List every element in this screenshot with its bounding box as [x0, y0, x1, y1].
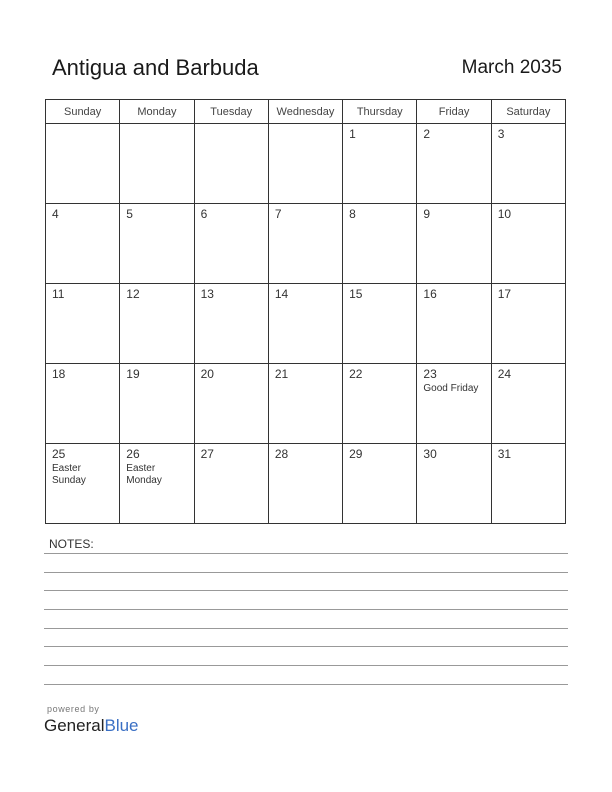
- day-number: 10: [497, 207, 512, 221]
- day-number: 8: [349, 207, 356, 221]
- day-cell: [343, 364, 417, 444]
- day-cell: [417, 284, 491, 364]
- day-number: 5: [126, 207, 133, 221]
- day-number: 14: [274, 287, 289, 301]
- day-cell: [343, 444, 417, 524]
- day-number: 20: [200, 367, 214, 381]
- notes-line: [44, 553, 568, 554]
- day-cell: [46, 204, 120, 284]
- logo-general: General: [44, 716, 105, 735]
- day-cell: [268, 364, 342, 444]
- notes-line: [44, 665, 568, 666]
- day-number: 2: [423, 127, 431, 141]
- day-cell: [491, 204, 565, 284]
- weekday-wednesday: Wednesday: [268, 100, 342, 124]
- weekday-monday: Monday: [120, 100, 194, 124]
- day-number: 17: [497, 287, 512, 301]
- notes-line: [44, 609, 568, 610]
- weekday-thursday: Thursday: [343, 100, 417, 124]
- day-cell: [194, 124, 268, 204]
- day-number: 30: [423, 447, 437, 461]
- weekday-header-row: [46, 100, 566, 124]
- logo-blue: Blue: [104, 716, 139, 735]
- notes-label: NOTES:: [49, 537, 94, 551]
- day-cell: [194, 204, 268, 284]
- day-cell: [120, 284, 194, 364]
- day-cell: [491, 124, 565, 204]
- week-row: [46, 444, 566, 524]
- day-cell: [46, 364, 120, 444]
- generalblue-logo: [44, 716, 139, 736]
- day-cell: [417, 364, 491, 444]
- notes-line: [44, 646, 568, 647]
- day-cell: [194, 284, 268, 364]
- day-number: 18: [52, 367, 66, 381]
- day-cell: [417, 124, 491, 204]
- day-number: 15: [349, 287, 363, 301]
- week-row: [46, 364, 566, 444]
- day-number: 23: [423, 367, 437, 381]
- day-cell: [46, 444, 120, 524]
- day-cell: [343, 124, 417, 204]
- day-number: 26: [126, 447, 140, 461]
- day-cell: [46, 124, 120, 204]
- day-number: 13: [200, 287, 214, 301]
- day-cell: [268, 444, 342, 524]
- day-cell: [194, 444, 268, 524]
- day-cell: [120, 444, 194, 524]
- day-number: 27: [200, 447, 214, 461]
- day-number: 29: [349, 447, 363, 461]
- month-title: March 2035: [461, 57, 562, 78]
- day-cell: [343, 284, 417, 364]
- day-cell: [120, 204, 194, 284]
- day-number: 12: [126, 287, 140, 301]
- notes-line: [44, 590, 568, 591]
- day-cell: [417, 444, 491, 524]
- day-number: 3: [497, 127, 505, 141]
- day-number: 28: [274, 447, 289, 461]
- country-title: Antigua and Barbuda: [52, 55, 259, 80]
- day-cell: [120, 124, 194, 204]
- day-cell: [46, 284, 120, 364]
- day-cell: [268, 124, 342, 204]
- weekday-tuesday: Tuesday: [194, 100, 268, 124]
- day-number: 16: [423, 287, 437, 301]
- day-number: 21: [274, 367, 289, 381]
- day-number: 1: [349, 127, 356, 141]
- weekday-sunday: Sunday: [46, 100, 120, 124]
- day-number: 24: [497, 367, 512, 381]
- day-cell: [491, 444, 565, 524]
- day-cell: [268, 284, 342, 364]
- day-number: 9: [423, 207, 431, 221]
- holiday-label: Good Friday: [423, 383, 479, 394]
- week-row: [46, 284, 566, 364]
- week-row: [46, 124, 566, 204]
- notes-line: [44, 628, 568, 629]
- day-number: 25: [52, 447, 66, 461]
- powered-by-text: powered by: [47, 704, 100, 714]
- notes-line: [44, 572, 568, 573]
- day-cell: [120, 364, 194, 444]
- day-cell: [343, 204, 417, 284]
- day-cell: [194, 364, 268, 444]
- day-number: 4: [52, 207, 59, 221]
- holiday-label: Easter Monday: [126, 463, 162, 486]
- day-number: 7: [274, 207, 282, 221]
- day-number: 11: [52, 287, 65, 301]
- weekday-saturday: Saturday: [491, 100, 565, 124]
- day-cell: [491, 284, 565, 364]
- holiday-label: Easter Sunday: [52, 463, 86, 486]
- day-number: 31: [497, 447, 512, 461]
- day-number: 19: [126, 367, 140, 381]
- day-cell: [417, 204, 491, 284]
- notes-line: [44, 684, 568, 685]
- day-cell: [491, 364, 565, 444]
- weekday-friday: Friday: [417, 100, 491, 124]
- day-number: 6: [200, 207, 208, 221]
- day-cell: [268, 204, 342, 284]
- day-number: 22: [349, 367, 363, 381]
- calendar-grid: [45, 99, 566, 524]
- week-row: [46, 204, 566, 284]
